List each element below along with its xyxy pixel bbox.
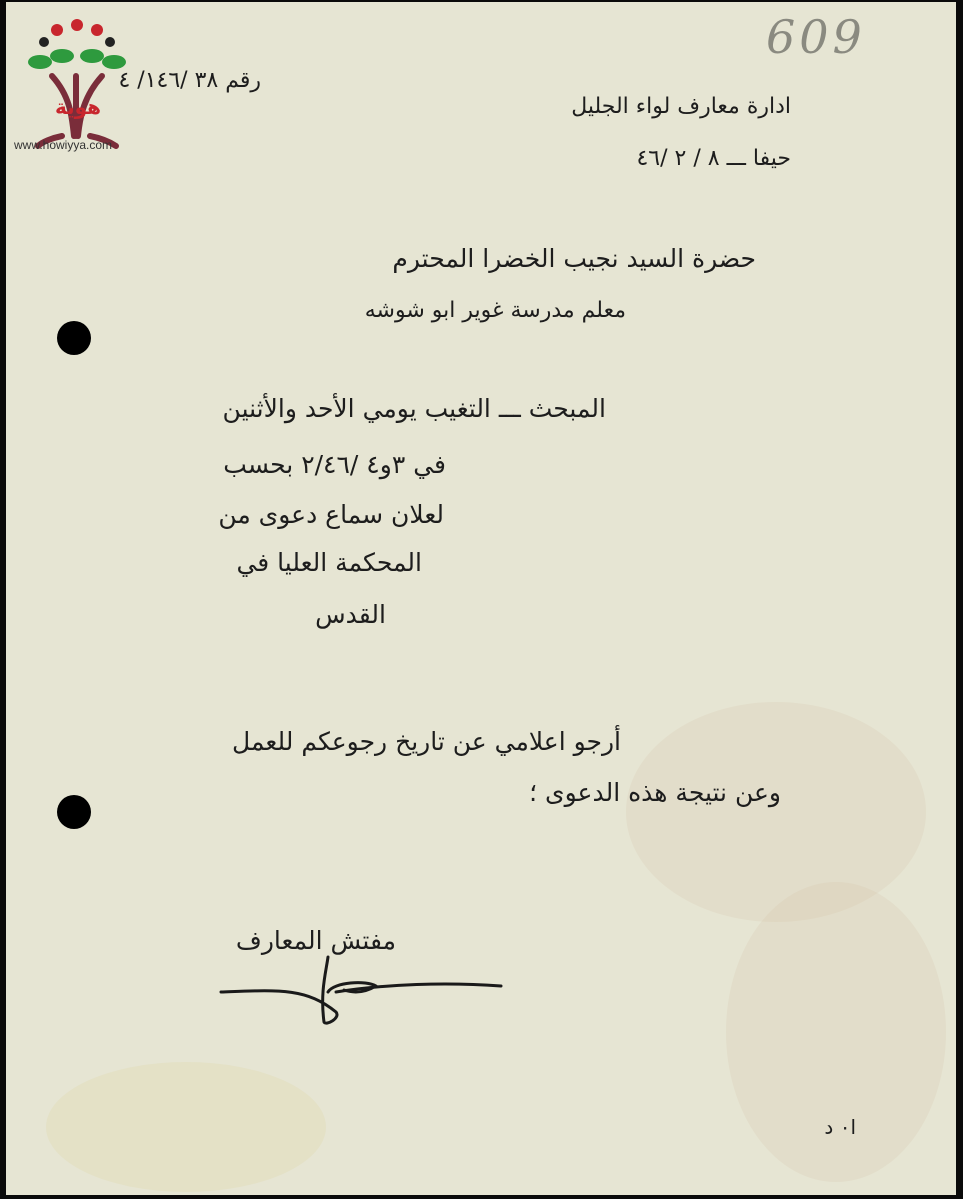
subject-line: في ٣و٤ /٢/٤٦ بحسب — [223, 450, 446, 479]
logo-text: هوية — [54, 95, 102, 119]
page-number: 609 — [766, 10, 866, 64]
watermark-url: www.howiyya.com — [14, 138, 113, 152]
paper-stain — [46, 1062, 326, 1192]
recipient-role: معلم مدرسة غوير ابو شوشه — [364, 298, 626, 323]
signature-title: مفتش المعارف — [235, 926, 396, 955]
reference-number: رقم ٣٨ /١٤٦/ ٤ — [118, 68, 261, 93]
request-line: أرجو اعلامي عن تاريخ رجوعكم للعمل — [232, 727, 621, 756]
subject-line: المحكمة العليا في — [236, 548, 422, 577]
document-page — [6, 2, 956, 1195]
department-header: ادارة معارف لواء الجليل — [571, 94, 791, 119]
place-and-date: حيفا ـــ ٨ / ٢ /٤٦ — [636, 146, 791, 171]
subject-line: المبحث ـــ التغيب يومي الأحد والأثنين — [222, 394, 606, 423]
punch-hole — [57, 321, 91, 355]
request-line: وعن نتيجة هذه الدعوى ؛ — [529, 778, 781, 807]
salutation: حضرة السيد نجيب الخضرا المحترم — [392, 244, 756, 273]
subject-line: لعلان سماع دعوى من — [218, 500, 444, 529]
paper-stain — [626, 702, 926, 922]
punch-hole — [57, 795, 91, 829]
handwritten-signature-icon — [216, 952, 516, 1042]
initials: ا٠ د — [824, 1115, 856, 1139]
subject-line: القدس — [315, 600, 386, 629]
